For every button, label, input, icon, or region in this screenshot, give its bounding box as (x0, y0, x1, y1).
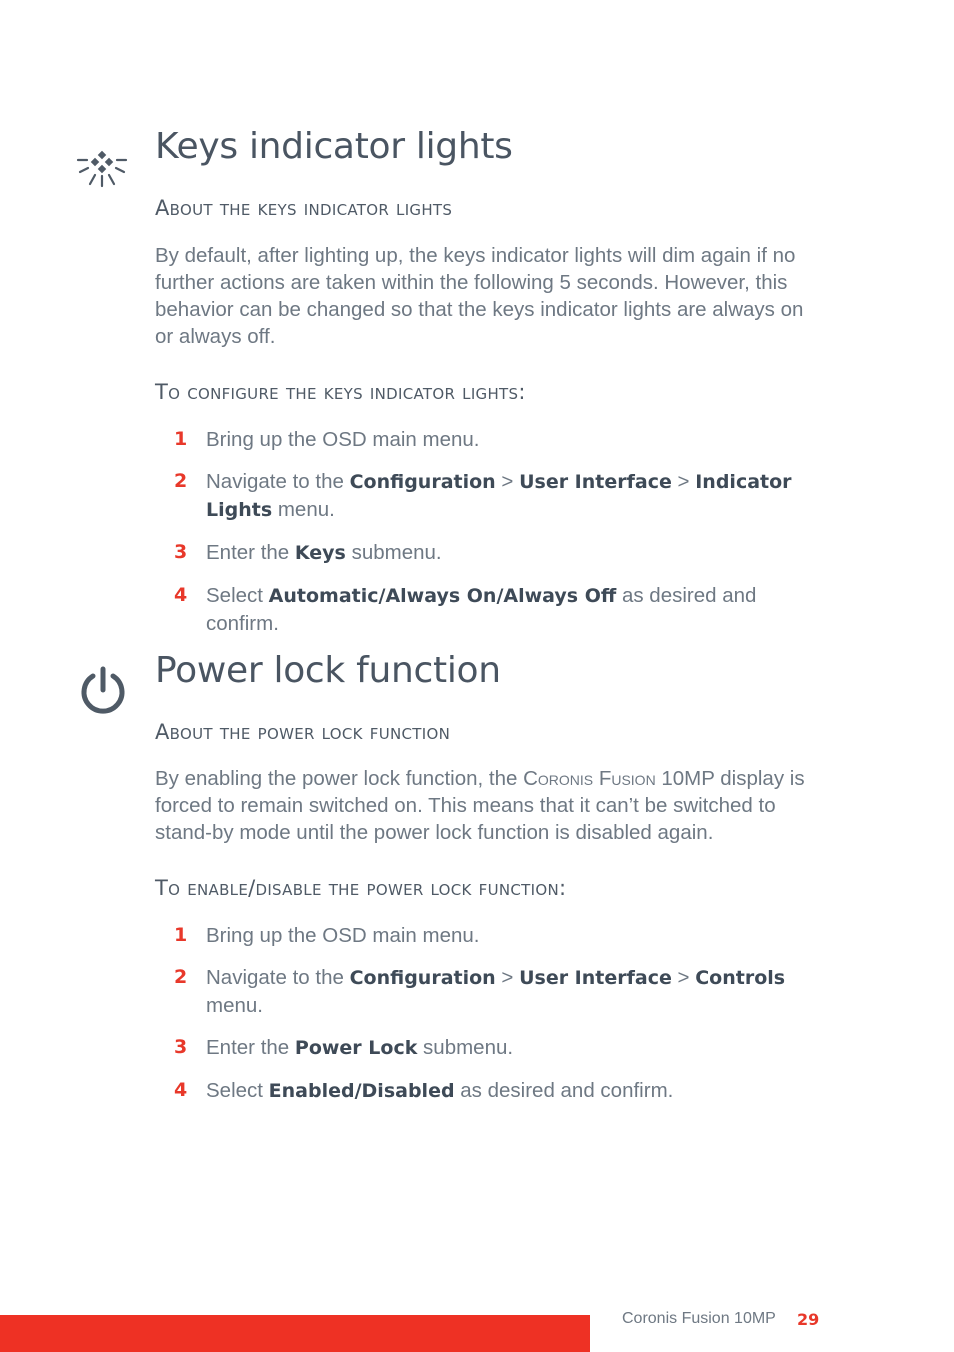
menu-name: Indicator Lights (206, 471, 792, 521)
step-number: 4 (174, 584, 188, 606)
step-text: Enter the (206, 1036, 295, 1059)
menu-name: Power Lock (294, 1037, 418, 1059)
steps-list-power (155, 922, 835, 1120)
steps-list-keys (155, 426, 835, 652)
step-item (155, 468, 835, 524)
step-text: Select (206, 1079, 269, 1102)
menu-name: Keys (294, 542, 346, 564)
step-text: Navigate to the (206, 966, 350, 989)
step-number: 1 (174, 428, 188, 450)
step-number: 2 (174, 966, 188, 988)
step-text: Enter the (206, 541, 295, 564)
step-item (155, 539, 835, 567)
about-text: By enabling the power lock function, the (155, 767, 524, 790)
step-text: submenu. (417, 1036, 514, 1059)
menu-separator: > (495, 966, 520, 989)
step-number: 2 (174, 470, 188, 492)
menu-name: Configuration (349, 471, 496, 493)
menu-name: Configuration (349, 967, 496, 989)
menu-name: Controls (695, 967, 786, 989)
step-text: as desired and confirm. (454, 1079, 674, 1102)
power-icon (76, 665, 130, 719)
step-text: submenu. (345, 541, 442, 564)
menu-name: Enabled/Disabled (268, 1080, 455, 1102)
procedure-heading-keys: To configure the keys indicator lights: (155, 380, 526, 404)
step-text: Select (206, 584, 269, 607)
step-number: 1 (174, 924, 188, 946)
about-text-power (155, 765, 825, 846)
menu-separator: > (495, 470, 520, 493)
keys-light-icon (76, 150, 132, 192)
step-text: Bring up the OSD main menu. (206, 924, 480, 947)
step-text: menu. (272, 498, 335, 521)
step-number: 3 (174, 1036, 188, 1058)
step-text: as desired and confirm. (206, 584, 757, 635)
step-item (155, 582, 835, 637)
footer-product-name: Coronis Fusion 10MP (622, 1310, 776, 1327)
menu-name: User Interface (519, 967, 672, 989)
footer-accent-bar (0, 1315, 590, 1352)
step-text: menu. (206, 994, 263, 1017)
menu-separator: > (671, 470, 696, 493)
about-text: 10MP display is forced to remain switched on. This means that it can’t be switched to stand-by mode until the power lock function is disabled again. (155, 767, 805, 844)
page-number: 29 (797, 1310, 820, 1329)
menu-name: Automatic/Always On/Always Off (268, 585, 617, 607)
procedure-heading-power: To enable/disable the power lock function: (155, 876, 567, 900)
about-heading-keys: About the keys indicator lights (155, 196, 453, 220)
step-text: Bring up the OSD main menu. (206, 428, 480, 451)
product-name: Coronis Fusion (523, 767, 656, 790)
step-item (155, 1034, 835, 1062)
section-title-power: Power lock function (155, 650, 501, 691)
step-number: 4 (174, 1079, 188, 1101)
about-text-keys: By default, after lighting up, the keys indicator lights will dim again if no further actions are taken within the following 5 seconds. However, this behavior can be changed so that the keys indicator lights are always on or always off. (155, 244, 804, 348)
step-text: Navigate to the (206, 470, 350, 493)
menu-separator: > (671, 966, 696, 989)
step-number: 3 (174, 541, 188, 563)
step-item (155, 426, 835, 453)
step-item (155, 922, 835, 949)
about-heading-power: About the power lock function (155, 720, 451, 744)
section-title-keys: Keys indicator lights (155, 126, 513, 167)
menu-name: User Interface (519, 471, 672, 493)
step-item (155, 964, 835, 1019)
step-item (155, 1077, 835, 1105)
